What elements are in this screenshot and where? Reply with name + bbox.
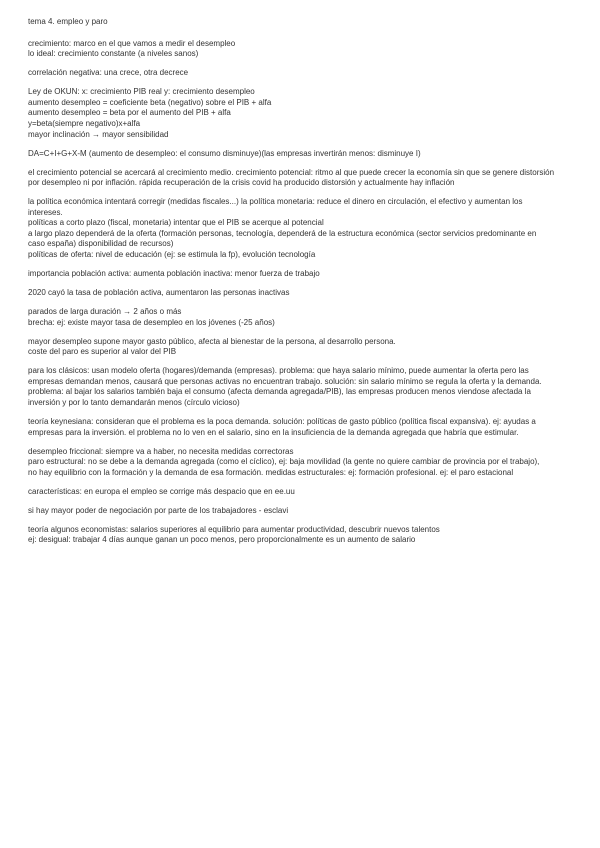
text-line: por desempleo ni por inflación. rápida recuperación de la crisis covid ha producido distorsión y actualmente hay inflación xyxy=(28,178,455,188)
text-line: la política económica intentará corregir (medidas fiscales...) la política monetaria: reduce el dinero en circulación, el efectivo y aumentan los xyxy=(28,197,523,207)
paragraph xyxy=(28,288,584,299)
paragraph xyxy=(28,506,584,517)
text-line: ej: desigual: trabajar 4 días aunque ganan un poco menos, pero proporcionalmente es un aumento de salario xyxy=(28,535,416,545)
paragraph xyxy=(28,39,584,60)
text-line: empresas para la inversión. el problema no lo ven en el salario, sino en la insuficiencia de la demanda agregada que habría que estimular. xyxy=(28,427,519,437)
text-line: mayor inclinación → mayor sensibilidad xyxy=(28,129,169,139)
text-line: desempleo friccional: siempre va a haber, no necesita medidas correctoras xyxy=(28,446,294,456)
paragraph xyxy=(28,417,584,438)
paragraph xyxy=(28,487,584,498)
paragraph xyxy=(28,197,584,261)
text-line: políticas a corto plazo (fiscal, monetaria) intentar que el PIB se acerque al potencial xyxy=(28,218,324,228)
text-line: paro estructural: no se debe a la demanda agregada (como el cíclico), ej: baja movilidad (la gente no quiere cambiar de provincia por el trabajo), xyxy=(28,457,540,467)
text-line: crecimiento: marco en el que vamos a medir el desempleo xyxy=(28,38,236,48)
paragraph xyxy=(28,87,584,140)
paragraph xyxy=(28,68,584,79)
text-line: correlación negativa: una crece, otra decrece xyxy=(28,68,189,78)
paragraph xyxy=(28,525,584,546)
text-line: políticas de oferta: nivel de educación (ej: se estimula la fp), evolución tecnología xyxy=(28,250,316,260)
text-line: brecha: ej: existe mayor tasa de desempleo en los jóvenes (-25 años) xyxy=(28,317,275,327)
text-line: problema: al bajar los salarios también baja el consumo (afecta demanda agregada/PIB), las empresas producen menos viendose afectada la xyxy=(28,387,531,397)
paragraph xyxy=(28,149,584,160)
text-line: coste del paro es superior al valor del PIB xyxy=(28,347,177,357)
text-line: Ley de OKUN: x: crecimiento PIB real y: crecimiento desempleo xyxy=(28,87,255,97)
text-line: mayor desempleo supone mayor gasto público, afecta al bienestar de la persona, al desarrollo persona. xyxy=(28,336,396,346)
text-line: teoría keynesiana: consideran que el problema es la poca demanda. solución: políticas de gasto público (política fiscal expansiva). ej: ayudas a xyxy=(28,416,536,426)
paragraph xyxy=(28,307,584,328)
text-line: parados de larga duración → 2 años o más xyxy=(28,307,182,316)
text-line: DA=C+I+G+X-M (aumento de desempleo: el consumo disminuye)(las empresas invertirán menos: disminuye I) xyxy=(28,148,421,158)
text-line: si hay mayor poder de negociación por parte de los trabajadores - esclavi xyxy=(28,505,289,515)
text-line: aumento desempleo = coeficiente beta (negativo) sobre el PIB + alfa xyxy=(28,97,272,107)
text-line: no hay equilibrio con la formación y la demanda de esa formación. medidas estructurales: ej: formación profesional. ej: el paro estacional xyxy=(28,467,514,477)
text-line: y=beta(siempre negativo)x+alfa xyxy=(28,118,141,128)
paragraph-list xyxy=(28,39,584,546)
text-line: 2020 cayó la tasa de población activa, aumentaron las personas inactivas xyxy=(28,288,290,298)
text-line: caso españa) disponibilidad de recursos) xyxy=(28,239,174,249)
text-line: intereses. xyxy=(28,207,63,217)
text-line: teoría algunos economistas: salarios superiores al equilibrio para aumentar productividad, descubrir nuevos talentos xyxy=(28,524,440,534)
text-line: lo ideal: crecimiento constante (a niveles sanos) xyxy=(28,49,199,59)
text-line: aumento desempleo = beta por el aumento del PIB + alfa xyxy=(28,108,231,118)
paragraph xyxy=(28,337,584,358)
text-line: empresas demandan menos, causará que personas activas no encuentran trabajo. solución: sin salario mínimo se regula la oferta y la demanda. xyxy=(28,376,542,386)
paragraph xyxy=(28,447,584,479)
document-content xyxy=(28,17,584,554)
paragraph xyxy=(28,168,584,189)
document-title: tema 4. empleo y paro xyxy=(28,17,108,26)
text-line: para los clásicos: usan modelo oferta (hogares)/demanda (empresas). problema: que haya salario mínimo, puede aumentar la oferta pero las xyxy=(28,366,529,376)
text-line: importancia población activa: aumenta población inactiva: menor fuerza de trabajo xyxy=(28,269,320,279)
paragraph xyxy=(28,269,584,280)
text-line: características: en europa el empleo se corrige más despacio que en ee.uu xyxy=(28,486,295,496)
paragraph xyxy=(28,366,584,408)
text-line: el crecimiento potencial se acercará al crecimiento medio. crecimiento potencial: ritmo al que puede crecer la economía sin que se genere distorsión xyxy=(28,167,555,177)
text-line: inversión y por lo tanto demandarán menos (círculo vicioso) xyxy=(28,397,240,407)
text-line: a largo plazo dependerá de la oferta (formación personas, tecnología, dependerá de la estructura económica (sector servicios predominante en xyxy=(28,228,537,238)
